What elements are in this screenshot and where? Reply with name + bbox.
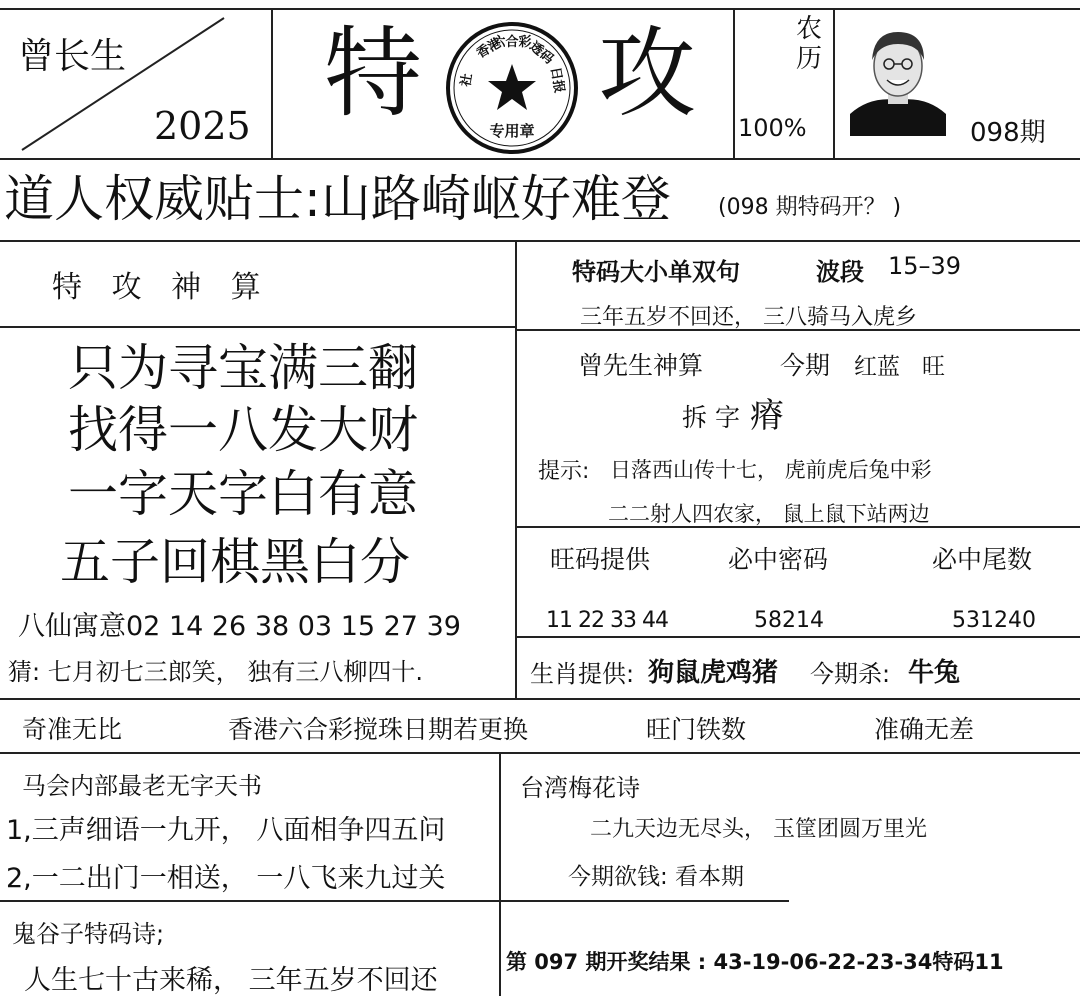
poem-line-4: 五子回棋黑白分 (60, 533, 410, 591)
year-label: 2025 (154, 104, 251, 148)
tianshu-line-1: 1,三声细语一九开， 八面相争四五问 (6, 815, 446, 846)
poem-line-1: 只为寻宝满三翻 (68, 339, 418, 397)
codes-header-1: 旺码提供 (550, 545, 651, 574)
mr-zeng-label: 曾先生神算 (578, 351, 704, 380)
codes-header-3: 必中尾数 (932, 545, 1033, 574)
wave-label: 波段 (816, 258, 864, 286)
chaizi-label: 拆 字 (682, 403, 740, 432)
svg-text:社: 社 (458, 72, 476, 88)
company-seal (442, 18, 582, 158)
wish-line: 今期欲钱: 看本期 (568, 864, 745, 890)
zodiac-label: 生肖提供: (530, 660, 635, 688)
plum-title: 台湾梅花诗 (520, 774, 640, 802)
banner-bottom-line (0, 240, 1080, 242)
top-border (0, 8, 1080, 10)
svg-text:专用章: 专用章 (489, 122, 535, 140)
wish-underline (499, 900, 789, 902)
tianshu-title: 马会内部最老无字天书 (22, 772, 262, 800)
hint-label: 提示: (538, 459, 590, 484)
wave-value: 15–39 (888, 252, 962, 280)
codes-header-2: 必中密码 (728, 545, 829, 574)
plum-poem: 二九天边无尽头， 玉筐团圆万里光 (590, 817, 927, 842)
tianshu-line-2: 2,一二出门一相送， 一八飞来九过关 (6, 863, 446, 894)
guigu-line: 人生七十古来稀， 三年五岁不回还 (24, 965, 438, 996)
left-title-line (0, 326, 515, 328)
guigu-top-line (0, 900, 499, 902)
chaizi-char: 瘠 (750, 396, 784, 436)
bottom-divider (499, 752, 501, 996)
hint-line-2: 二二射人四农家， 鼠上鼠下站两边 (608, 502, 930, 526)
percent-label: 100% (738, 114, 807, 142)
svg-text:日报: 日报 (547, 65, 567, 95)
lunar-label: 农历 (796, 14, 823, 74)
zodiac-value: 狗鼠虎鸡猪 (648, 658, 779, 688)
banner-main: 道人权威贴士:山路崎岖好难登 (4, 170, 671, 228)
guigu-title: 鬼谷子特码诗; (12, 920, 165, 948)
title-left-char: 特 (324, 17, 423, 131)
colors-label: 红蓝 (854, 354, 900, 380)
issue-number: 098期 (970, 118, 1046, 148)
seal-star-icon (488, 64, 536, 110)
wang-label: 旺 (922, 354, 945, 380)
result-line: 第 097 期开奖结果 : 43-19-06-22-23-34特码11 (506, 950, 1004, 974)
right-zodiac-line (515, 636, 1080, 638)
header-divider-3 (833, 8, 835, 158)
section-title: 特 攻 神 算 (52, 270, 271, 305)
header-bottom-line (0, 158, 1080, 160)
middle-divider (515, 240, 517, 698)
codes-value-3: 531240 (952, 608, 1036, 633)
notice-4: 准确无差 (874, 715, 975, 744)
notice-1: 奇准无比 (22, 715, 123, 744)
codes-value-1: 11 22 33 44 (546, 608, 668, 633)
author-name: 曾长生 (18, 36, 127, 77)
guess-line: 猜: 七月初七三郎笑， 独有三八柳四十. (8, 658, 423, 686)
header-divider-2 (733, 8, 735, 158)
kill-value: 牛兔 (908, 658, 961, 688)
notice-bottom-line (0, 752, 1080, 754)
svg-text:六合彩: 六合彩 (492, 35, 532, 50)
hint-line-1: 日落西山传十七， 虎前虎后兔中彩 (610, 458, 932, 482)
kill-label: 今期杀: (810, 660, 891, 688)
poem-line-2: 找得一八发大财 (68, 401, 418, 459)
svg-text:透码: 透码 (526, 39, 557, 68)
size-title: 特码大小单双句 (572, 258, 740, 286)
banner-note: (098 期特码开？ ) (718, 195, 902, 220)
svg-text:香港: 香港 (474, 35, 505, 62)
notice-top-line (0, 698, 1080, 700)
notice-3: 旺门铁数 (646, 715, 747, 744)
title-right-char: 攻 (598, 17, 697, 131)
portrait-photo (850, 22, 946, 136)
this-period-label: 今期 (780, 351, 831, 380)
codes-value-2: 58214 (754, 608, 824, 633)
header-divider-1 (271, 8, 273, 158)
poem-line-3: 一字天字白有意 (68, 465, 418, 523)
verse-1: 三年五岁不回还， 三八骑马入虎乡 (580, 305, 917, 330)
notice-2: 香港六合彩搅珠日期若更换 (228, 715, 529, 744)
baxian-numbers: 八仙寓意02 14 26 38 03 15 27 39 (18, 611, 461, 642)
